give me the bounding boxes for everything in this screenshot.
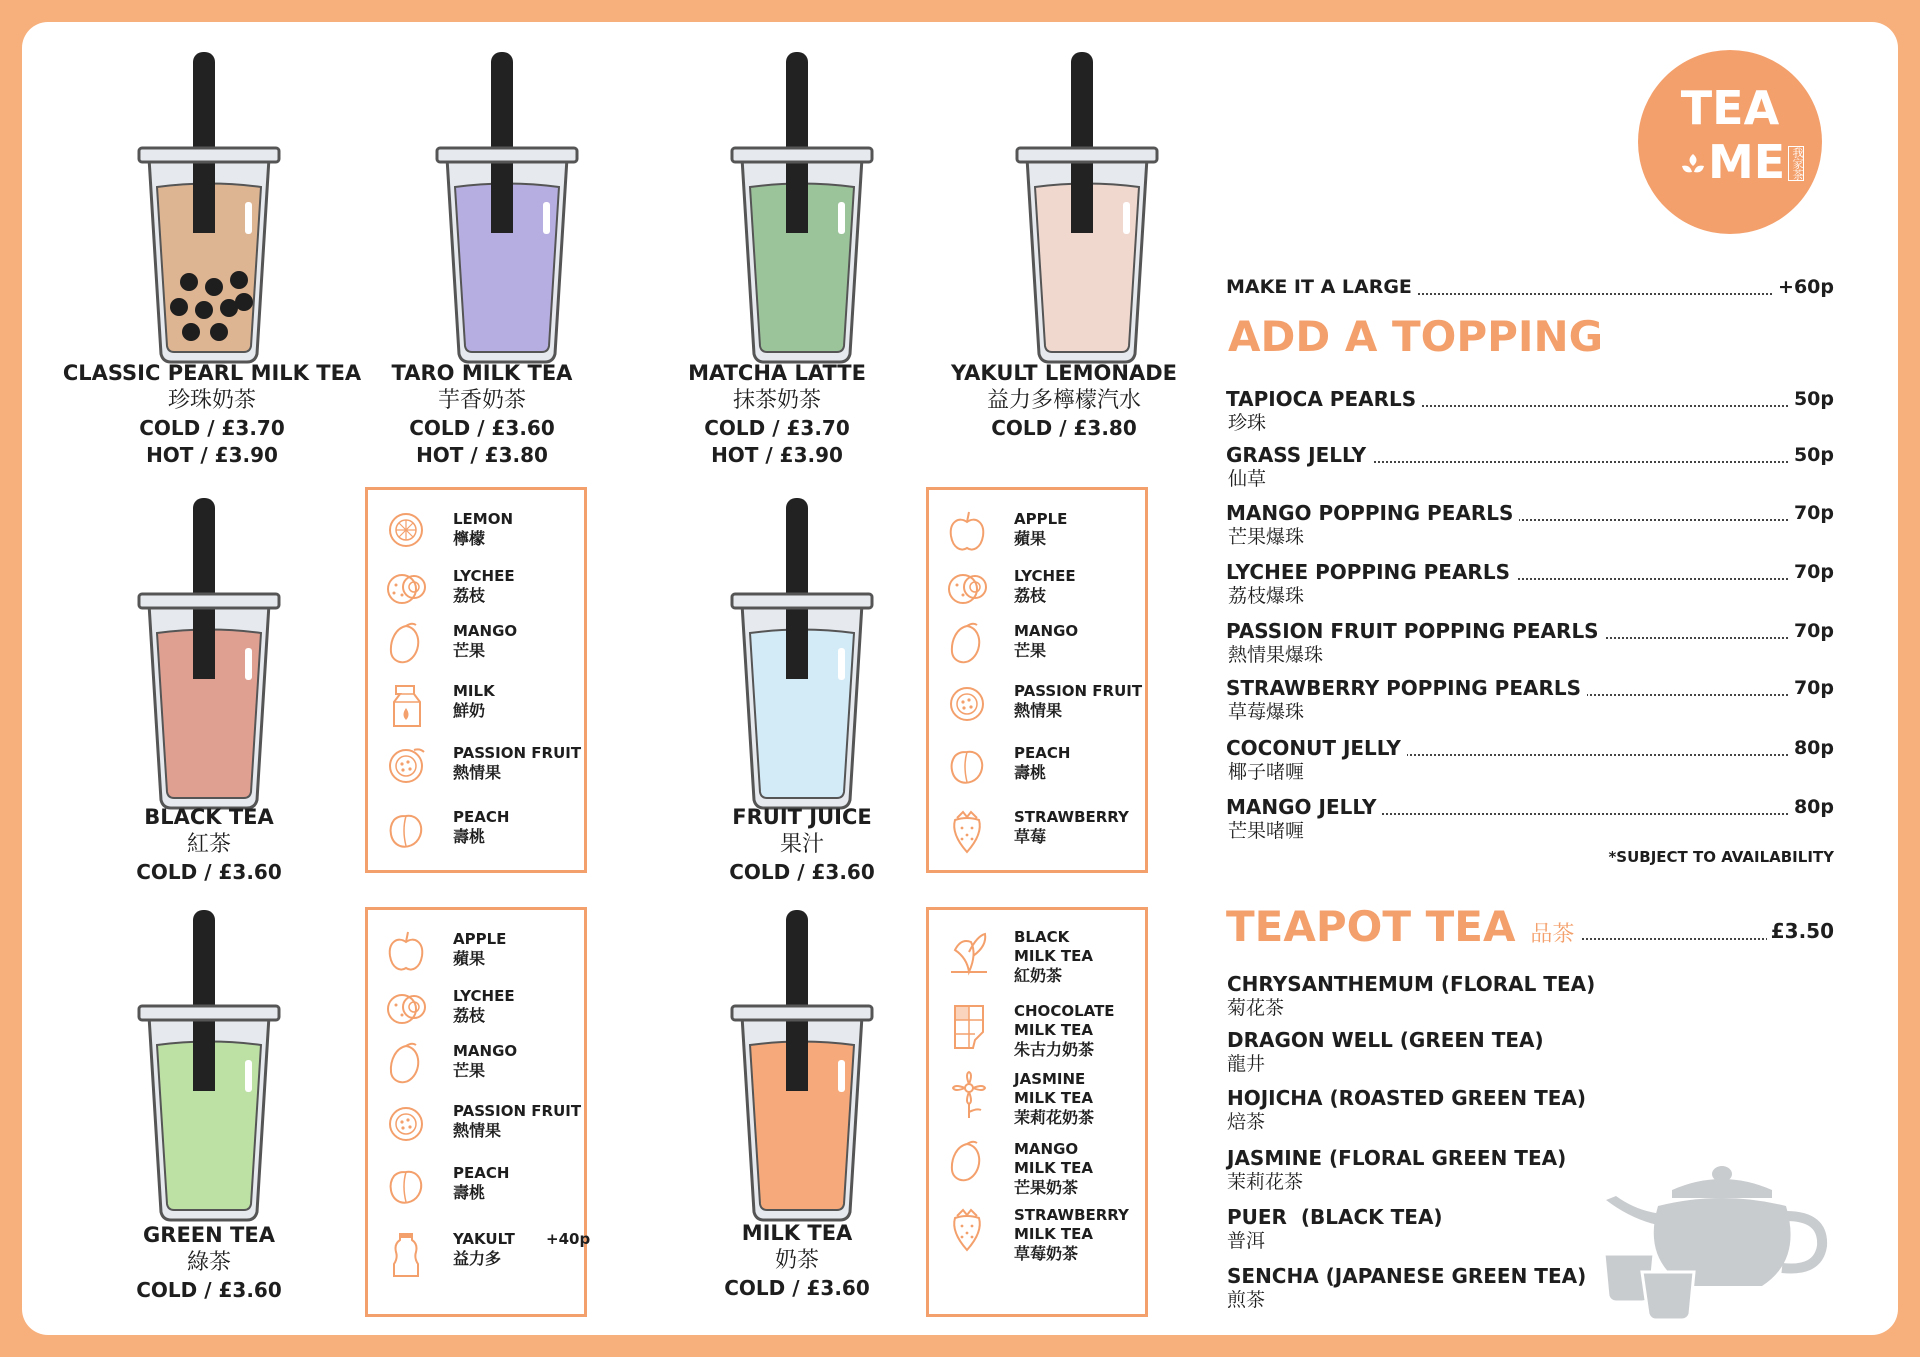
topping-name-cn: 仙草 — [1228, 468, 1267, 490]
tea-leaf-logo-icon — [1678, 150, 1708, 180]
flavour-name-cn: 蘋果 — [453, 949, 486, 968]
topping-price: 80p — [1790, 796, 1834, 818]
flavour-name: PASSION FRUIT 熱情果 — [453, 744, 582, 782]
teapot-heading-cn: 品茶 — [1530, 922, 1575, 947]
drink-name-cn: 紅茶 — [186, 832, 231, 857]
chocolate-icon — [947, 1002, 991, 1050]
lychee-icon — [947, 567, 989, 607]
lychee-icon — [386, 567, 428, 607]
flavour-name: YAKULT 益力多 — [453, 1230, 515, 1268]
drink-name: BLACK TEA — [144, 805, 274, 829]
mango-icon — [947, 622, 987, 666]
drink-name-cn: 抹茶奶茶 — [732, 388, 821, 413]
lychee-icon — [386, 987, 428, 1027]
flavour-name-cn: 荔枝 — [1014, 586, 1047, 605]
mango-icon — [386, 1042, 426, 1086]
tea-name-cn: 龍井 — [1227, 1053, 1266, 1075]
drink-label-6 — [94, 1222, 324, 1304]
apple-icon — [386, 930, 426, 974]
flavour-name: LYCHEE 荔枝 — [453, 567, 515, 605]
tea-name: SENCHA (JAPANESE GREEN TEA) — [1227, 1264, 1587, 1288]
tea-name: DRAGON WELL (GREEN TEA) — [1227, 1028, 1544, 1052]
jasmine-flower-icon — [947, 1070, 991, 1120]
tea-leaf-icon — [947, 928, 989, 976]
cup-illustration-green-tea — [119, 910, 299, 1230]
drink-fruit-juice — [687, 498, 917, 818]
drink-name-cn: 益力多檸檬汽水 — [986, 388, 1141, 413]
tea-name-cn: 普洱 — [1227, 1230, 1266, 1252]
availability-note: *SUBJECT TO AVAILABILITY — [1608, 848, 1834, 866]
cup-illustration-fruit-juice — [712, 498, 892, 818]
apple-icon — [947, 510, 987, 554]
topping-row[interactable] — [1226, 677, 1834, 699]
teapot-heading-row — [1226, 902, 1834, 952]
drink-price-cold: COLD / £3.80 — [991, 416, 1137, 440]
topping-name-cn: 芒果爆珠 — [1228, 526, 1305, 548]
flavour-name: APPLE 蘋果 — [1014, 510, 1068, 548]
cup-illustration-taro — [417, 52, 597, 372]
drink-price-cold: COLD / £3.60 — [136, 860, 282, 884]
topping-name: PASSION FRUIT POPPING PEARLS — [1226, 620, 1605, 642]
topping-name: MANGO JELLY — [1226, 796, 1382, 818]
tea-name-cn: 煎茶 — [1227, 1289, 1266, 1311]
drink-label-5 — [687, 804, 917, 886]
flavour-box-black-tea — [365, 487, 587, 873]
tea-name-cn: 焙茶 — [1227, 1111, 1266, 1133]
topping-price: 70p — [1790, 561, 1834, 583]
drink-milk-tea — [687, 910, 917, 1230]
passion-fruit-icon — [386, 1102, 428, 1144]
topping-row[interactable] — [1226, 502, 1834, 524]
topping-name-cn: 芒果啫喱 — [1228, 820, 1305, 842]
drink-label-7 — [682, 1220, 912, 1302]
drink-name: FRUIT JUICE — [732, 805, 872, 829]
tea-name: HOJICHA (ROASTED GREEN TEA) — [1227, 1086, 1587, 1110]
cup-illustration-pearl — [119, 52, 299, 372]
drink-name: CLASSIC PEARL MILK TEA — [62, 361, 362, 385]
drink-name: TARO MILK TEA — [391, 361, 573, 385]
drink-price-hot: HOT / £3.90 — [146, 443, 278, 467]
flavour-name-cn: 茉莉花奶茶 — [1014, 1108, 1095, 1127]
tea-name: CHRYSANTHEMUM (FLORAL TEA) — [1227, 972, 1596, 996]
flavour-name: LYCHEE 荔枝 — [1014, 567, 1076, 605]
teapot-price: £3.50 — [1767, 920, 1834, 942]
flavour-name-cn: 熱情果 — [1014, 701, 1063, 720]
drink-label-3 — [934, 360, 1194, 442]
drink-name-cn: 果汁 — [779, 832, 824, 857]
flavour-name: LYCHEE 荔枝 — [453, 987, 515, 1025]
drink-price-cold: COLD / £3.60 — [729, 860, 875, 884]
flavour-name: STRAWBERRY 草莓 — [1014, 808, 1129, 846]
drink-classic-pearl-milk-tea — [94, 52, 324, 372]
flavour-name: STRAWBERRY MILK TEA 草莓奶茶 — [1014, 1206, 1129, 1263]
drink-label-1 — [367, 360, 597, 469]
flavour-name: MANGO 芒果 — [453, 622, 518, 660]
tea-name-cn: 菊花茶 — [1227, 997, 1285, 1019]
topping-row[interactable] — [1226, 620, 1834, 642]
topping-row[interactable] — [1226, 388, 1834, 410]
topping-price: 70p — [1790, 502, 1834, 524]
flavour-name-cn: 壽桃 — [1014, 763, 1047, 782]
drink-name: YAKULT LEMONADE — [950, 361, 1178, 385]
lemon-icon — [386, 510, 426, 550]
brand-logo-line2: ME — [1708, 135, 1786, 189]
teapot-tea-item[interactable] — [1227, 1146, 1566, 1194]
drink-name-cn: 芋香奶茶 — [437, 388, 526, 413]
drink-name: MATCHA LATTE — [688, 361, 866, 385]
brand-logo-line1: TEA — [1680, 81, 1780, 135]
topping-name: TAPIOCA PEARLS — [1226, 388, 1422, 410]
topping-name-cn: 荔枝爆珠 — [1228, 585, 1305, 607]
topping-name: STRAWBERRY POPPING PEARLS — [1226, 677, 1587, 699]
flavour-name: MANGO 芒果 — [1014, 622, 1079, 660]
topping-price: 80p — [1790, 737, 1834, 759]
drink-price-cold: COLD / £3.70 — [139, 416, 285, 440]
teapot-tea-item[interactable] — [1227, 1264, 1586, 1312]
flavour-name-cn: 芒果 — [453, 1061, 486, 1080]
flavour-name: PASSION FRUIT 熱情果 — [453, 1102, 582, 1140]
topping-price: 50p — [1790, 444, 1834, 466]
cup-illustration-black-tea — [119, 498, 299, 818]
flavour-name-cn: 荔枝 — [453, 1006, 486, 1025]
teapot-tea-item[interactable] — [1227, 1205, 1443, 1253]
topping-name-cn: 珍珠 — [1228, 412, 1267, 434]
flavour-name: PEACH 壽桃 — [1014, 744, 1071, 782]
tea-name-cn: 茉莉花茶 — [1227, 1171, 1304, 1193]
drink-price-cold: COLD / £3.60 — [136, 1278, 282, 1302]
cup-illustration-milk-tea — [712, 910, 892, 1230]
flavour-name-cn: 紅奶茶 — [1014, 966, 1063, 985]
topping-name-cn: 熱情果爆珠 — [1228, 644, 1324, 666]
teapot-tea-item[interactable] — [1227, 1086, 1586, 1134]
topping-price: 70p — [1790, 677, 1834, 699]
drink-name-cn: 珍珠奶茶 — [167, 388, 256, 413]
flavour-name: BLACK MILK TEA 紅奶茶 — [1014, 928, 1093, 985]
drink-yakult-lemonade — [972, 52, 1202, 372]
mango-icon — [947, 1140, 987, 1184]
peach-icon — [386, 1164, 426, 1206]
yakult-bottle-icon — [386, 1230, 426, 1280]
flavour-name: LEMON 檸檬 — [453, 510, 514, 548]
teapot-icon — [1602, 1150, 1842, 1320]
flavour-name: PASSION FRUIT 熱情果 — [1014, 682, 1143, 720]
flavour-box-fruit-juice — [926, 487, 1148, 873]
flavour-name: PEACH 壽桃 — [453, 1164, 510, 1202]
teapot-heading — [1226, 902, 1580, 960]
flavour-name-cn: 益力多 — [453, 1249, 502, 1268]
flavour-name-cn: 蘋果 — [1014, 529, 1047, 548]
flavour-name: JASMINE MILK TEA 茉莉花奶茶 — [1014, 1070, 1095, 1127]
mango-icon — [386, 622, 426, 666]
teapot-tea-item[interactable] — [1227, 1028, 1544, 1076]
large-price: +60p — [1774, 276, 1834, 298]
milk-carton-icon — [386, 682, 426, 728]
flavour-name-cn: 檸檬 — [453, 529, 486, 548]
flavour-name: MANGO 芒果 — [453, 1042, 518, 1080]
flavour-name: APPLE 蘋果 — [453, 930, 507, 968]
cup-illustration-yakult — [997, 52, 1177, 372]
flavour-name: MILK 鮮奶 — [453, 682, 495, 720]
flavour-name: CHOCOLATE MILK TEA 朱古力奶茶 — [1014, 1002, 1115, 1059]
strawberry-icon — [947, 808, 987, 854]
flavour-extra-price: +40p — [546, 1230, 591, 1248]
passion-fruit-icon — [947, 682, 989, 724]
drink-label-0 — [62, 360, 362, 469]
flavour-name-cn: 熱情果 — [453, 763, 502, 782]
brand-logo — [1638, 50, 1822, 234]
drink-name: MILK TEA — [741, 1221, 853, 1245]
passion-fruit-icon — [386, 744, 428, 786]
topping-name: MANGO POPPING PEARLS — [1226, 502, 1519, 524]
toppings-heading: ADD A TOPPING — [1228, 312, 1604, 361]
drink-price-cold: COLD / £3.70 — [704, 416, 850, 440]
peach-icon — [386, 808, 426, 850]
topping-name: COCONUT JELLY — [1226, 737, 1407, 759]
flavour-name-cn: 草莓 — [1014, 827, 1047, 846]
topping-name: GRASS JELLY — [1226, 444, 1372, 466]
topping-row[interactable] — [1226, 796, 1834, 818]
strawberry-icon — [947, 1206, 987, 1252]
drink-price-hot: HOT / £3.80 — [416, 443, 548, 467]
flavour-box-green-tea — [365, 907, 591, 1317]
drink-price-cold: COLD / £3.60 — [409, 416, 555, 440]
drink-name-cn: 綠茶 — [186, 1250, 231, 1275]
flavour-name: PEACH 壽桃 — [453, 808, 510, 846]
drink-price-cold: COLD / £3.60 — [724, 1276, 870, 1300]
tea-name: JASMINE (FLORAL GREEN TEA) — [1227, 1146, 1567, 1170]
flavour-name-cn: 壽桃 — [453, 827, 486, 846]
flavour-name-cn: 熱情果 — [453, 1121, 502, 1140]
tea-name: PUER (BLACK TEA) — [1227, 1205, 1443, 1229]
flavour-name-cn: 芒果奶茶 — [1014, 1178, 1079, 1197]
topping-row[interactable] — [1226, 737, 1834, 759]
flavour-name-cn: 草莓奶茶 — [1014, 1244, 1079, 1263]
drink-black-tea — [94, 498, 324, 818]
teapot-heading-en: TEAPOT TEA — [1226, 902, 1516, 951]
flavour-box-milk-tea — [926, 907, 1148, 1317]
brand-logo-seal: 我家茶 — [1788, 146, 1804, 181]
drink-name-cn: 奶茶 — [774, 1248, 819, 1273]
drink-label-2 — [662, 360, 892, 469]
flavour-name-cn: 荔枝 — [453, 586, 486, 605]
flavour-name-cn: 鮮奶 — [453, 701, 486, 720]
topping-row[interactable] — [1226, 444, 1834, 466]
menu-page — [22, 22, 1898, 1335]
topping-name-cn: 草莓爆珠 — [1228, 701, 1305, 723]
topping-row[interactable] — [1226, 561, 1834, 583]
topping-name: LYCHEE POPPING PEARLS — [1226, 561, 1516, 583]
drink-green-tea — [94, 910, 324, 1230]
cup-illustration-matcha — [712, 52, 892, 372]
large-label: MAKE IT A LARGE — [1226, 276, 1418, 298]
flavour-name-cn: 朱古力奶茶 — [1014, 1040, 1095, 1059]
flavour-name: MANGO MILK TEA 芒果奶茶 — [1014, 1140, 1093, 1197]
peach-icon — [947, 744, 987, 786]
flavour-name-cn: 芒果 — [1014, 641, 1047, 660]
drink-name: GREEN TEA — [143, 1223, 275, 1247]
drink-price-hot: HOT / £3.90 — [711, 443, 843, 467]
flavour-name-cn: 壽桃 — [453, 1183, 486, 1202]
flavour-name-cn: 芒果 — [453, 641, 486, 660]
topping-price: 50p — [1790, 388, 1834, 410]
topping-name-cn: 椰子啫喱 — [1228, 761, 1305, 783]
drink-label-4 — [94, 804, 324, 886]
topping-price: 70p — [1790, 620, 1834, 642]
drink-matcha-latte — [687, 52, 917, 372]
teapot-tea-item[interactable] — [1227, 972, 1595, 1020]
make-it-large-row[interactable] — [1226, 276, 1834, 298]
drink-taro-milk-tea — [392, 52, 622, 372]
